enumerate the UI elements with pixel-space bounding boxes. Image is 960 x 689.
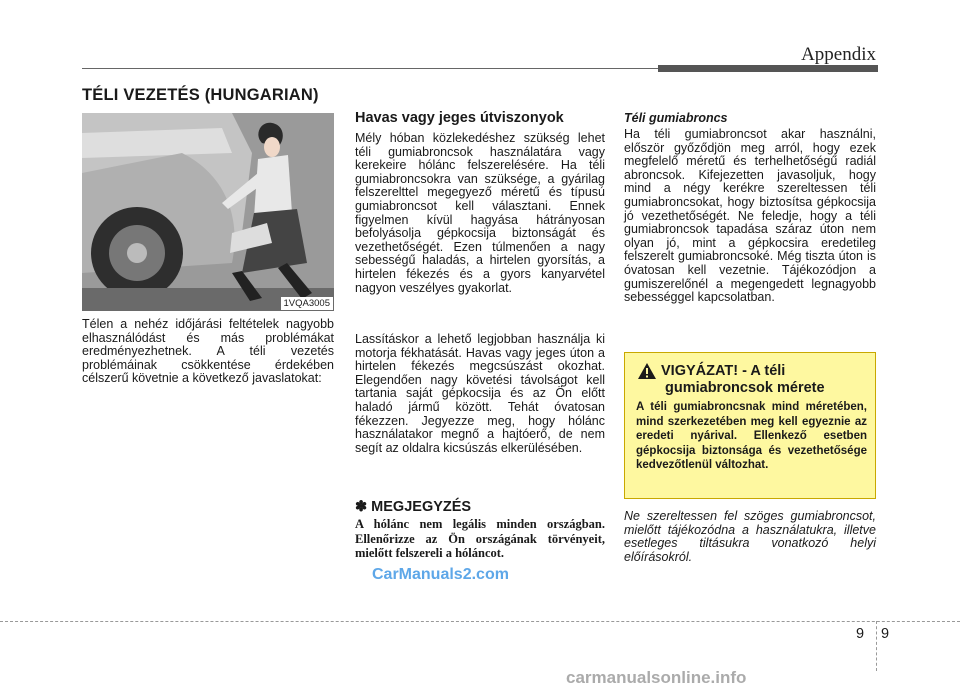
header-bar [658, 65, 878, 72]
footer-divider [876, 621, 877, 671]
studded-tire-note: Ne szereltessen fel szöges gumiabroncsot, mielőtt tájékozódna a használatukra, illetve esetleges tiltásukra vonatkozó helyi előírásokról. [624, 509, 876, 564]
watermark-carmanuals2[interactable]: CarManuals2.com [372, 566, 509, 583]
section-title: TÉLI VEZETÉS (HUNGARIAN) [82, 86, 319, 104]
page-number-chapter: 9 [856, 626, 865, 642]
warning-triangle-icon [637, 362, 657, 380]
warning-body: A téli gumiabroncsnak mind méretében, mind szerkezetében meg kell egyeznie az eredeti nyárival. Ellenkező esetben gépkocsija biztonsága és vezethetősége kedvezőtlenül változhat. [636, 401, 867, 471]
watermark-carmanualsonline[interactable]: carmanualsonline.info [566, 668, 747, 687]
figure-label: 1VQA3005 [281, 297, 333, 310]
winter-tire-paragraph: Ha téli gumiabroncsot akar használni, először győződjön meg arról, hogy ezek megfelelő méretű és terhelhetőségű radiál abroncsok. Kifejezetten javasoljuk, hogy mind a négy kerékre szereltessen téli gumiabroncsokat, hogy biztosítsa gépkocsija jó vezethetőségét. Ne feledje, hogy a téli gumiabroncsok tapadása száraz úton nem olyan jó, mint a gépkocsira eredetileg felszerelt gumiabroncsoké. Még tiszta úton is óvatosan kell vezetnie. Tájékozódjon a gumiszerelőnél a megengedett legnagyobb sebességgel kapcsolatban. [624, 127, 876, 305]
page-number: 9 [881, 626, 890, 642]
snowy-roads-paragraph-2: Lassításkor a lehető legjobban használja ki motorja fékhatását. Havas vagy jeges úton a hirtelen fékezés megcsúszást okozhat. Elegendően nagy követési távolságot kell tartania saját gépkocsija és az Ön előtt haladó jármű között. Tehát óvatosan fékezzen. Jegyezze meg, hogy hólánc használatakor megnő a hajtóerő, de nem segít az oldalra kicsúszás elkerülésében. [355, 332, 605, 455]
snowy-roads-heading: Havas vagy jeges útviszonyok [355, 110, 564, 126]
footer-rule [0, 621, 960, 622]
note-text: A hólánc nem legális minden országban. Ellenőrizze az Ön országának törvényeit, mielőtt felszereli a hóláncot. [355, 517, 605, 560]
winter-tire-heading: Téli gumiabroncs [624, 111, 728, 125]
snowy-roads-paragraph-1: Mély hóban közlekedéshez szükség lehet téli gumiabroncsok használatára vagy kerekeire hólánc felszerelésére. Ha téli gumiabroncsokra van szüksége, a gyárilag felszerelttel megegyező méretű és típusú gumiabroncsot kell választani. Ennek figyelmen kívül hagyása hátrányosan befolyásolja gépkocsija biztonságát és vezethetőségét. Ezen túlmenően a nagy sebességű haladás, a hirtelen gyorsítás, a hirtelen fékezés és a gyors kanyarvétel nagyon veszélyes gyakorlat. [355, 131, 605, 295]
winter-tire-photo [82, 113, 334, 311]
header-rule [82, 68, 658, 69]
warning-title-line-2: gumiabroncsok mérete [665, 380, 825, 396]
warning-box [624, 352, 876, 499]
intro-paragraph: Télen a nehéz időjárási feltételek nagyobb elhasználódást és más problémákat eredményezhetnek. A téli vezetés problémáinak csökkentése érdekében célszerű követnie a következő javaslatokat: [82, 317, 334, 386]
note-heading: ✽ MEGJEGYZÉS [355, 499, 472, 515]
warning-title [661, 363, 825, 397]
header-title: Appendix [801, 44, 876, 65]
woman-checking-tire-illustration [82, 113, 334, 311]
warning-title-line-1: VIGYÁZAT! - A téli [661, 363, 786, 379]
